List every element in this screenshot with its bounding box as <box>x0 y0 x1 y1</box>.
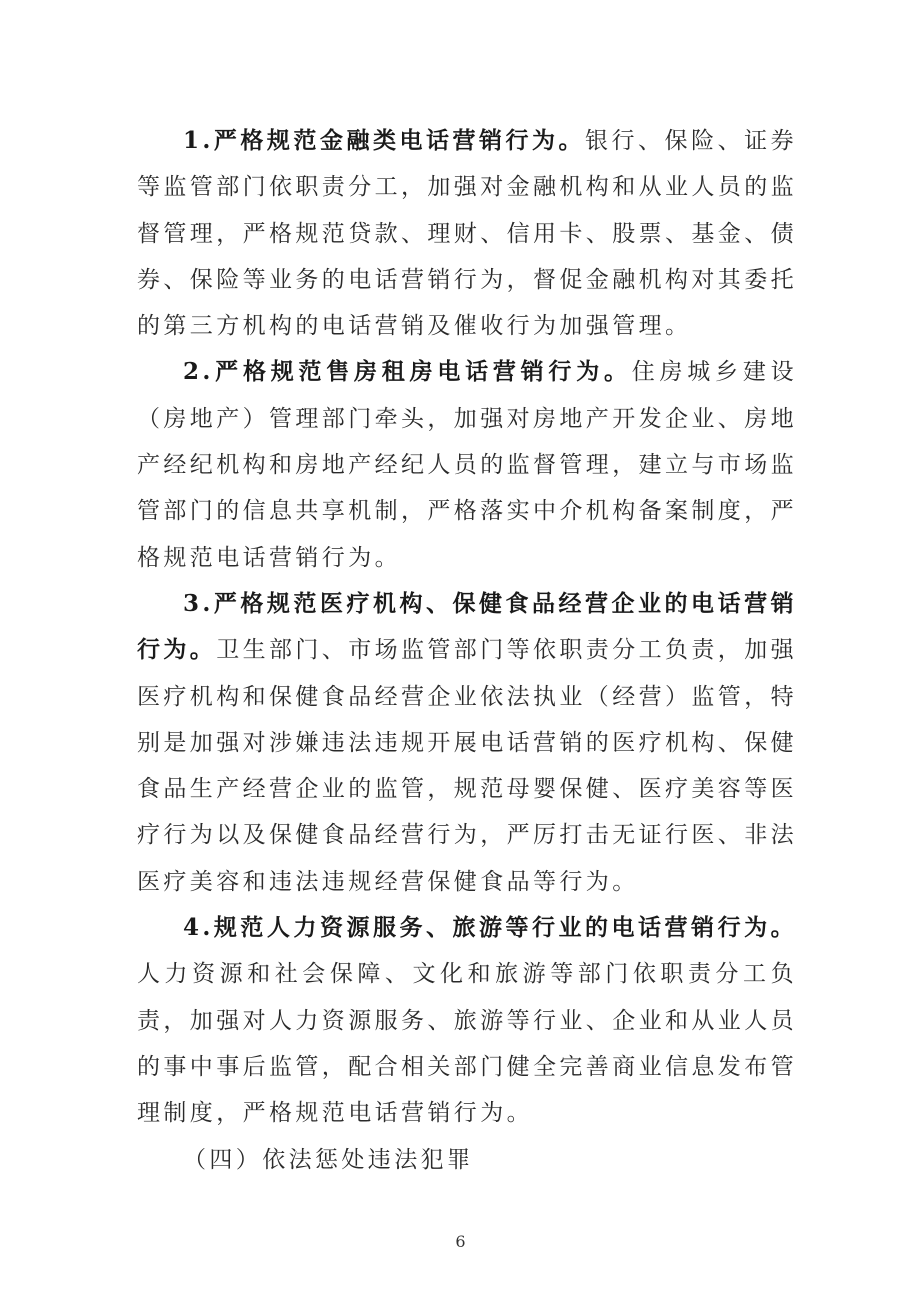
paragraph-hr-tourism <box>137 905 797 1136</box>
document-body <box>137 118 797 1183</box>
page-number: 6 <box>455 1232 466 1251</box>
paragraph-lead: 4.规范人力资源服务、旅游等行业的电话营销行为。 <box>183 914 797 942</box>
paragraph-text: 银行、保险、证券等监管部门依职责分工，加强对金融机构和从业人员的监督管理，严格规范贷款、理财、信用卡、股票、基金、债券、保险等业务的电话营销行为，督促金融机构对其委托的第三方机构的电话营销及催收行为加强管理。 <box>137 128 797 340</box>
paragraph-medical <box>137 581 797 905</box>
paragraph-lead: 3.严格规范医疗机构、保健食品经营企业的电话营销行为。 <box>137 589 797 664</box>
paragraph-text: 住房城乡建设（房地产）管理部门牵头，加强对房地产开发企业、房地产经纪机构和房地产经纪人员的监督管理，建立与市场监管部门的信息共享机制，严格落实中介机构备案制度，严格规范电话营销行为。 <box>137 359 798 571</box>
paragraph-text: 人力资源和社会保障、文化和旅游等部门依职责分工负责，加强对人力资源服务、旅游等行业、企业和从业人员的事中事后监管，配合相关部门健全完善商业信息发布管理制度，严格规范电话营销行为。 <box>137 961 797 1127</box>
paragraph-real-estate <box>137 349 797 580</box>
paragraph-lead: 1.严格规范金融类电话营销行为。 <box>183 127 586 154</box>
paragraph-lead: 2.严格规范售房租房电话营销行为。 <box>183 358 632 386</box>
paragraph-text: 卫生部门、市场监管部门等依职责分工负责，加强医疗机构和保健食品经营企业依法执业（经营）监管，特别是加强对涉嫌违法违规开展电话营销的医疗机构、保健食品生产经营企业的监管，规范母婴保健、医疗美容等医疗行为以及保健食品经营行为，严厉打击无证行医、非法医疗美容和违法违规经营保健食品等行为。 <box>137 637 798 895</box>
paragraph-financial <box>137 118 797 349</box>
section-heading: （四）依法惩处违法犯罪 <box>183 1146 474 1173</box>
